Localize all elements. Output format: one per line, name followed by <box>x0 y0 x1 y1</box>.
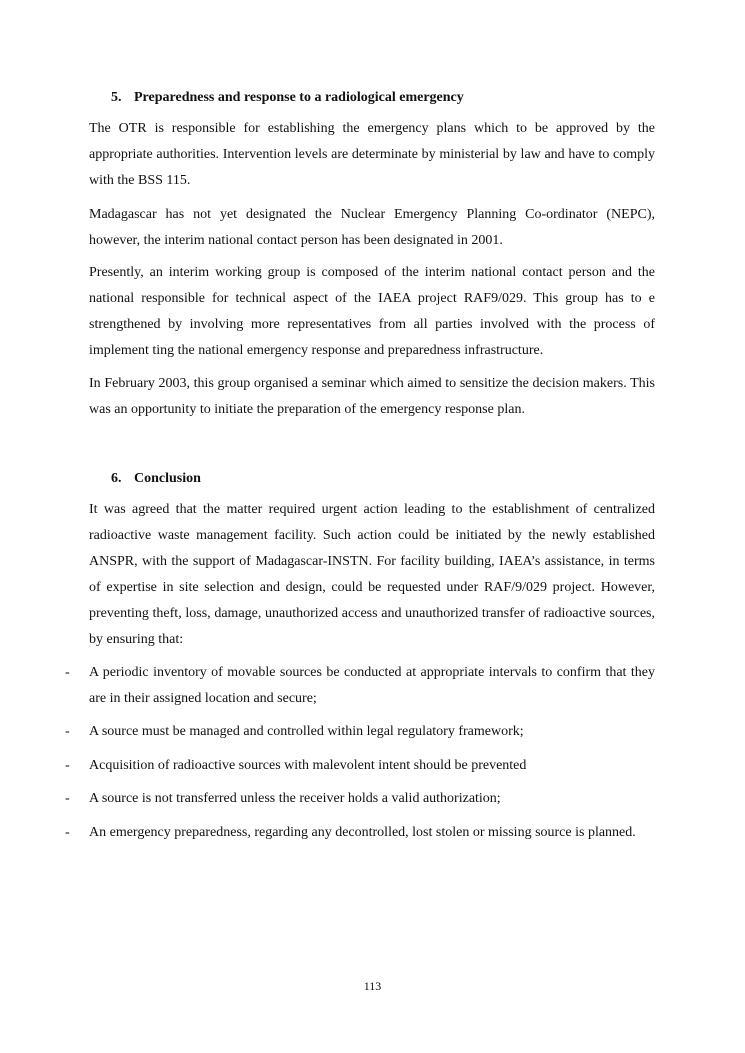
section-6-paragraph: It was agreed that the matter required urgent action leading to the establishment of centralized radioactive waste management facility. Such action could be initiated by the newly established ANSPR, with the support of Madagascar-INSTN. For facility building, IAEA’s assistance, in terms of expertise in site selection and design, could be requested under RAF/9/029 project. However, preventing theft, loss, damage, unauthorized access and unauthorized transfer of radioactive sources, by ensuring that: <box>89 502 655 647</box>
section-5-paragraph-4: In February 2003, this group organised a seminar which aimed to sensitize the decision makers. This was an opportunity to initiate the preparation of the emergency response plan. <box>89 376 655 417</box>
bullet-marker: - <box>65 758 70 773</box>
section-5-title: Preparedness and response to a radiological emergency <box>134 90 464 105</box>
section-5-paragraph-3: Presently, an interim working group is composed of the interim national contact person and the national responsible for technical aspect of the IAEA project RAF9/029. This group has to e strengthened by involving more representatives from all parties involved with the process of implement ting the national emergency response and preparedness infrastructure. <box>89 265 655 358</box>
bullet-marker: - <box>65 791 70 806</box>
section-5-number: 5. <box>111 90 122 105</box>
list-item-text: A source is not transferred unless the receiver holds a valid authorization; <box>89 791 501 806</box>
list-item <box>65 660 655 712</box>
list-item <box>65 786 655 812</box>
list-item <box>65 719 655 745</box>
bullet-marker: - <box>65 724 70 739</box>
section-5-paragraph-1: The OTR is responsible for establishing the emergency plans which to be approved by the appropriate authorities. Intervention levels are determinate by ministerial by law and have to comply with the BSS 115. <box>89 121 655 188</box>
list-item-text: A periodic inventory of movable sources be conducted at appropriate intervals to confirm that they are in their assigned location and secure; <box>89 665 655 706</box>
section-6-title: Conclusion <box>134 471 201 486</box>
list-item <box>65 753 655 779</box>
section-5-paragraph-2: Madagascar has not yet designated the Nuclear Emergency Planning Co-ordinator (NEPC), however, the interim national contact person has been designated in 2001. <box>89 207 655 248</box>
list-item-text: Acquisition of radioactive sources with malevolent intent should be prevented <box>89 758 527 773</box>
list-item-text: An emergency preparedness, regarding any decontrolled, lost stolen or missing source is planned. <box>89 825 636 840</box>
section-5-heading <box>111 89 464 107</box>
bullet-marker: - <box>65 665 70 680</box>
bullet-marker: - <box>65 825 70 840</box>
section-6-heading <box>111 470 201 488</box>
page-number: 113 <box>363 979 382 993</box>
list-item <box>65 820 655 846</box>
section-6-number: 6. <box>111 471 122 486</box>
list-item-text: A source must be managed and controlled within legal regulatory framework; <box>89 724 524 739</box>
